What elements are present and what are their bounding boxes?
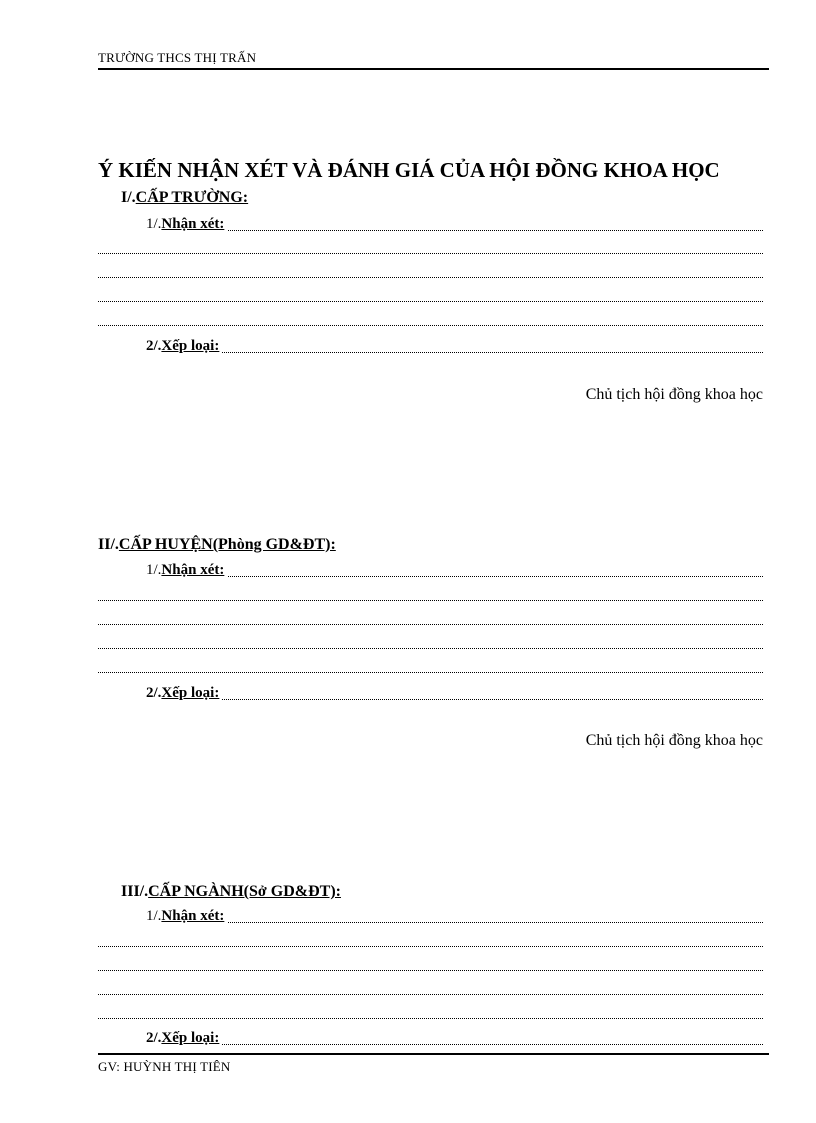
section-1-rating-line[interactable]: [146, 338, 763, 356]
section-2-signature: Chủ tịch hội đồng khoa học: [585, 732, 763, 749]
section-2-comment-label: 1/.Nhận xét:: [146, 562, 227, 579]
section-3-rating-line[interactable]: [146, 1030, 763, 1048]
section-1-comment-label: 1/.Nhận xét:: [146, 216, 227, 233]
section-1-comment-line[interactable]: [146, 216, 763, 234]
section-3-comment-label: 1/.Nhận xét:: [146, 908, 227, 925]
section-1-rating-label: 2/.Xếp loại:: [146, 338, 222, 355]
section-3-blank-line[interactable]: [98, 970, 763, 971]
document-title: Ý KIẾN NHẬN XÉT VÀ ĐÁNH GIÁ CỦA HỘI ĐỒNG KHOA HỌC: [98, 158, 720, 182]
section-2-rating-label: 2/.Xếp loại:: [146, 685, 222, 702]
footer-divider: [98, 1053, 769, 1055]
section-3-rating-label: 2/.Xếp loại:: [146, 1030, 222, 1047]
page-header: [98, 48, 769, 70]
section-1-signature: Chủ tịch hội đồng khoa học: [585, 386, 763, 403]
section-1-heading: [121, 189, 248, 207]
section-3-blank-line[interactable]: [98, 1018, 763, 1019]
section-1-blank-line[interactable]: [98, 325, 763, 326]
section-3-heading: [121, 883, 341, 901]
school-name: TRƯỜNG THCS THỊ TRẤN: [98, 50, 257, 65]
section-3-blank-line[interactable]: [98, 994, 763, 995]
section-2-blank-line[interactable]: [98, 672, 763, 673]
section-2-rating-line[interactable]: [146, 685, 763, 703]
section-3-numeral: III/.: [121, 883, 149, 900]
section-3-title: CẤP NGÀNH(Sở GD&ĐT):: [148, 883, 341, 900]
section-2-heading: [98, 536, 336, 554]
section-2-blank-line[interactable]: [98, 648, 763, 649]
section-3-blank-line[interactable]: [98, 946, 763, 947]
section-1-blank-line[interactable]: [98, 301, 763, 302]
section-2-numeral: II/.: [98, 536, 119, 553]
section-2-blank-line[interactable]: [98, 600, 763, 601]
section-3-comment-line[interactable]: [146, 908, 763, 926]
section-2-blank-line[interactable]: [98, 624, 763, 625]
section-2-comment-line[interactable]: [146, 562, 763, 580]
section-1-blank-line[interactable]: [98, 253, 763, 254]
teacher-name: GV: HUỲNH THỊ TIÊN: [98, 1059, 231, 1074]
section-1-blank-line[interactable]: [98, 277, 763, 278]
section-1-title: CẤP TRƯỜNG:: [135, 189, 249, 206]
section-1-numeral: I/.: [121, 189, 136, 206]
section-2-title: CẤP HUYỆN(Phòng GD&ĐT):: [118, 536, 336, 553]
